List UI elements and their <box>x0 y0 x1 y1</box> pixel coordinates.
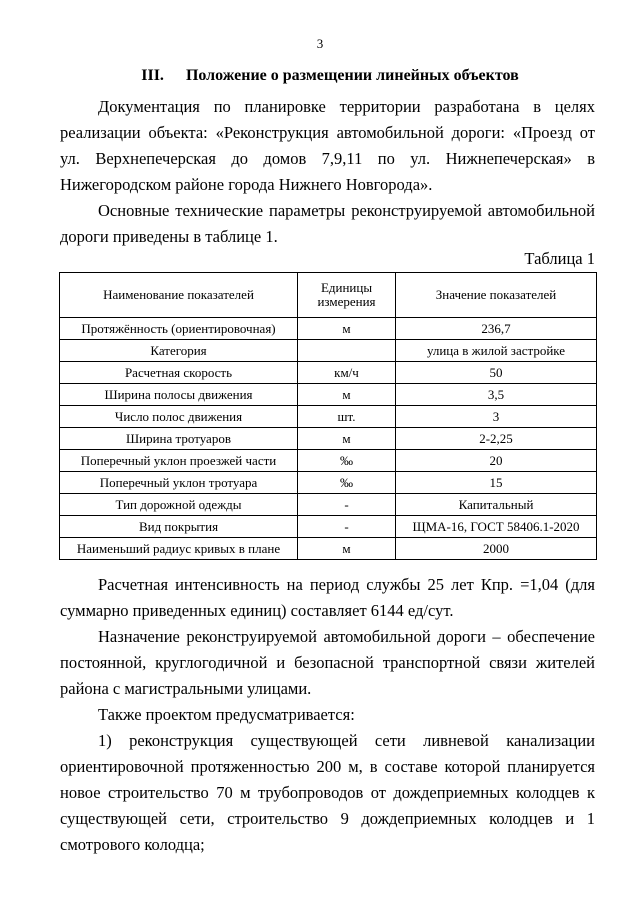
value-cell: 236,7 <box>396 318 597 340</box>
value-cell: улица в жилой застройке <box>396 340 597 362</box>
header-indicator-name: Наименование показателей <box>60 273 298 318</box>
table-caption: Таблица 1 <box>524 249 595 268</box>
indicator-name-cell: Вид покрытия <box>60 516 298 538</box>
section-number: III. <box>141 67 164 84</box>
indicator-name-cell: Поперечный уклон тротуара <box>60 472 298 494</box>
table-row <box>60 362 597 384</box>
section-heading <box>60 67 600 85</box>
value-cell: 15 <box>396 472 597 494</box>
unit-cell: км/ч <box>298 362 396 384</box>
unit-cell: м <box>298 538 396 560</box>
table-row <box>60 384 597 406</box>
table-row <box>60 406 597 428</box>
table-row <box>60 538 597 560</box>
table-row <box>60 340 597 362</box>
value-cell: 2-2,25 <box>396 428 597 450</box>
indicator-name-cell: Протяжённость (ориентировочная) <box>60 318 298 340</box>
indicator-name-cell: Тип дорожной одежды <box>60 494 298 516</box>
table-row <box>60 450 597 472</box>
intro-paragraph: Документация по планировке территории разработана в целях реализации объекта: «Реконструкция автомобильной дороги: «Проезд от ул. Верхнепечерская до домов 7,9,11 по ул. Нижнепечерская» в Нижегородском районе города Нижнего Новгорода». <box>60 97 595 194</box>
indicator-name-cell: Категория <box>60 340 298 362</box>
value-cell: ЩМА-16, ГОСТ 58406.1-2020 <box>396 516 597 538</box>
value-cell: 2000 <box>396 538 597 560</box>
value-cell: Капитальный <box>396 494 597 516</box>
table-row <box>60 428 597 450</box>
unit-cell: ‰ <box>298 450 396 472</box>
header-value: Значение показателей <box>396 273 597 318</box>
indicator-name-cell: Ширина полосы движения <box>60 384 298 406</box>
list-item-1: 1) реконструкция существующей сети ливневой канализации ориентировочной протяженностью 200 м, в составе которой планируется новое строительство 70 м трубопроводов от дождеприемных колодцев к существующей сети, строительство 9 дождеприемных колодцев и 1 смотрового колодца; <box>60 731 595 854</box>
table-row <box>60 516 597 538</box>
value-cell: 3 <box>396 406 597 428</box>
unit-cell: шт. <box>298 406 396 428</box>
purpose-paragraph: Назначение реконструируемой автомобильной дороги – обеспечение постоянной, круглогодичной и безопасной транспортной связи жителей района с магистральными улицами. <box>60 627 595 698</box>
indicator-name-cell: Число полос движения <box>60 406 298 428</box>
unit-cell: м <box>298 428 396 450</box>
indicator-name-cell: Наименьший радиус кривых в плане <box>60 538 298 560</box>
table-row <box>60 494 597 516</box>
also-paragraph: Также проектом предусматривается: <box>98 705 355 724</box>
indicator-name-cell: Поперечный уклон проезжей части <box>60 450 298 472</box>
params-intro-paragraph: Основные технические параметры реконструируемой автомобильной дороги приведены в таблице 1. <box>60 201 595 246</box>
unit-cell: - <box>298 516 396 538</box>
unit-cell <box>298 340 396 362</box>
indicator-name-cell: Ширина тротуаров <box>60 428 298 450</box>
value-cell: 3,5 <box>396 384 597 406</box>
parameters-table <box>59 272 597 560</box>
page-number: 3 <box>316 36 324 51</box>
table-header-row <box>60 273 597 318</box>
table-row <box>60 472 597 494</box>
unit-cell: ‰ <box>298 472 396 494</box>
table-row <box>60 318 597 340</box>
section-title: Положение о размещении линейных объектов <box>185 67 519 84</box>
unit-cell: м <box>298 318 396 340</box>
indicator-name-cell: Расчетная скорость <box>60 362 298 384</box>
header-unit: Единицы измерения <box>298 273 396 318</box>
unit-cell: - <box>298 494 396 516</box>
unit-cell: м <box>298 384 396 406</box>
intensity-paragraph: Расчетная интенсивность на период службы 25 лет Кпр. =1,04 (для суммарно приведенных единиц) составляет 6144 ед/сут. <box>60 575 595 620</box>
value-cell: 50 <box>396 362 597 384</box>
value-cell: 20 <box>396 450 597 472</box>
